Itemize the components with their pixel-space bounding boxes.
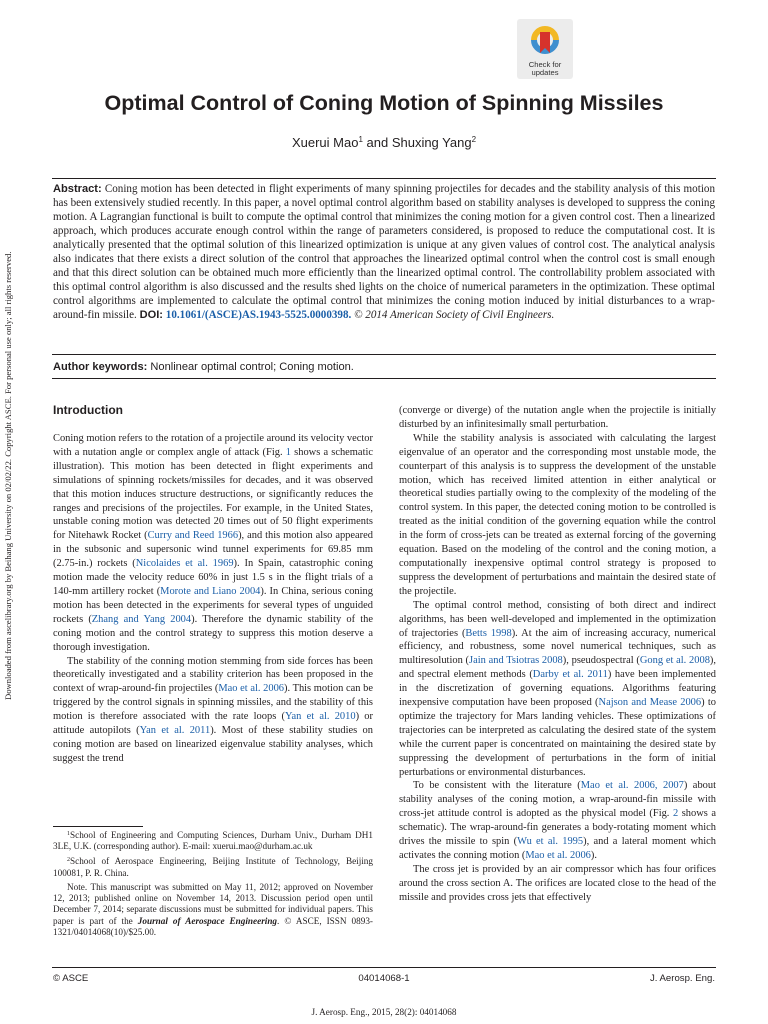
paragraph: The stability of the conning motion stemming from side forces has been theoretically investigated and a stability criterion has been proposed in the context of wrap-around-fin projectiles (Mao et al. 2006). This motion can be triggered by the control signals in spinning missiles, and the stability of this motion is therefore associated with the rate loops (Yan et al. 2010) or attitude autopilots (Yan et al. 2011). Most of these stability studies on coning motion are based on linearized eigenvalue stability analyses, which suggest the trend — [53, 655, 373, 764]
check-for-updates-badge[interactable] — [517, 19, 573, 79]
keywords-text: Nonlinear optimal control; Coning motion. — [147, 361, 354, 373]
keywords-top-rule — [52, 354, 716, 355]
citation-link[interactable]: Gong et al. 2008 — [639, 655, 710, 667]
footnote-affiliation-1: $^1$School of Engineering and Computing Sciences, Durham Univ., Durham DH1 3LE, U.K. (corresponding author). E-mail: xuerui.mao@durham.ac.uk — [53, 830, 373, 852]
citation-link[interactable]: Mao et al. 2006 — [218, 683, 285, 695]
footer-journal: J. Aerosp. Eng. — [649, 973, 715, 984]
citation-link[interactable]: Darby et al. 2011 — [532, 669, 608, 681]
badge-label: Check for updates — [528, 60, 562, 77]
abstract-copyright: © 2014 American Society of Civil Engineers. — [351, 308, 555, 321]
citation-link[interactable]: Mao et al. 2006, 2007 — [580, 780, 684, 792]
right-column — [399, 404, 716, 905]
citation-link[interactable]: Yan et al. 2011 — [139, 725, 211, 737]
citation-link[interactable]: Mao et al. 2006 — [525, 850, 591, 861]
citation-link[interactable]: Zhang and Yang 2004 — [91, 613, 192, 625]
abstract-text: Coning motion has been detected in flight experiments of many spinning projectiles for decades and the stability analysis of this motion has been extensively studied recently. In this paper, a novel optimal control algorithm based on stability analyses is developed to suppress the coning motion. A Lagrangian functional is built to compute the optimal control that minimizes the coning motion for a given control cost. Then a linearized approach, which produces accurate enough control within the range of parameters considered, is proposed to reduce the computational cost. It is analytically presented that the optimal solution of this linearized optimization is unique at any given values of control cost. The analytical analysis also indicates that there exists a direct solution of the control that approaches the linearized optimal control when the control cost is small enough and that this direct solution can be obtained much more efficiently than the linearized optimal control. The controllability problem associated with this optimal control algorithm is also discussed and the results shed lights on the choice of numerical parameters in the optimization. These optimal control algorithms are implemented to calculate the optimal control that minimizes the coning motion induced by initial disturbances to a wrap-around-fin missile. — [53, 183, 715, 321]
author-2: Shuxing Yang — [391, 135, 472, 150]
journal-name: Journal of Aerospace Engineering — [137, 915, 278, 926]
footnotes — [53, 829, 373, 941]
citation-link[interactable]: Curry and Reed 1966 — [147, 530, 239, 542]
author-list: Xuerui Mao$^1$ and Shuxing Yang$^2$ — [291, 135, 477, 150]
paragraph: While the stability analysis is associated with calculating the largest eigenvalue of an operator and the corresponding most unstable mode, the counterpart of this analysis is to suppress the development of the unstable motion, which has received limited attention in either analytical or theoretical studies partially owing to the complexity of the modeling of the control system. In this paper, the detected coning motion to be controlled is treated as the initial condition of the governing equation while the control in the form of cross-jets can be treated as external forcing of the governing equation. Based on the modeling of the control and the coning motion, a computationally inexpensive optimal control strategy is proposed to suppress the development of perturbations and maintain the desired state of the projectile. — [399, 432, 716, 597]
left-column — [53, 432, 373, 766]
abstract-top-rule — [52, 178, 716, 179]
citation-link[interactable]: Jain and Tsiotras 2008 — [469, 655, 563, 667]
author-2-affiliation-mark: 2 — [471, 135, 477, 144]
citation-line: J. Aerosp. Eng., 2015, 28(2): 04014068 — [311, 1007, 457, 1017]
author-1: Xuerui Mao — [291, 135, 359, 150]
footer-publisher: © ASCE — [53, 973, 89, 984]
paragraph: The optimal control method, consisting of both direct and indirect algorithms, has been well-developed and implemented in the optimization of trajectories (Betts 1998). At the aim of increasing accuracy, numerical efficiency, and robustness, some novel numerical techniques, such as multiresolution (Jain and Tsiotras 2008), pseudospectral (Gong et al. 2008), and spectral element methods (Darby et al. 2011) have been implemented in the discretization of governing equations. Algorithms featuring inexpensive computation have been proposed (Najson and Mease 2006) to optimize the trajectory for Mars landing vehicles. These optimizations of trajectories can be interpreted as calculating the desired state of the system while the current paper is concentrated on maintaining the desired state by suppressing the development of perturbations in the form of initial perturbations or environmental disturbances. — [399, 599, 717, 778]
paper-title: Optimal Control of Coning Motion of Spinning Missiles — [104, 91, 664, 115]
section-heading-introduction: Introduction — [53, 403, 123, 417]
citation-link[interactable]: Najson and Mease 2006 — [598, 697, 702, 709]
figure-link[interactable]: 2 — [672, 808, 679, 820]
footnote-rule — [53, 826, 143, 827]
figure-link[interactable]: 1 — [285, 446, 291, 458]
paragraph: The cross jet is provided by an air compressor which has four orifices around the cross section A. The orifices are located close to the head of the missile and provides cross jets that effectively — [399, 863, 716, 903]
paragraph: (converge or diverge) of the nutation angle when the projectile is initially disturbed by an infinitesimally small perturbation. — [399, 405, 716, 430]
crossmark-bookmark-icon — [530, 24, 560, 60]
download-notice: Downloaded from ascelibrary.org by Beihang University on 02/02/22. Copyright ASCE. For personal use only; all rights reserved. — [3, 251, 13, 700]
doi-label: DOI: — [139, 308, 163, 321]
keywords-label: Author keywords: — [53, 361, 148, 373]
author-1-affiliation-mark: 1 — [358, 135, 363, 144]
citation-link[interactable]: Nicolaides et al. 1969 — [135, 558, 234, 570]
doi-link[interactable]: 10.1061/(ASCE)AS.1943-5525.0000398 — [165, 308, 349, 321]
footer-rule — [52, 967, 716, 968]
footer-page-number: 04014068-1 — [358, 973, 410, 984]
citation-link[interactable]: Morote and Liano 2004 — [160, 585, 261, 597]
citation-link[interactable]: Yan et al. 2010 — [285, 711, 356, 723]
citation-link[interactable]: Betts 1998 — [465, 627, 512, 639]
footnote-note: Note. This manuscript was submitted on May 11, 2012; approved on November 12, 2013; published online on November 14, 2013. Discussion period open until December 7, 2014; separate discussions must be submitted for individual papers. This paper is part of the Journal of Aerospace Engineering. © ASCE, ISSN 0893-1321/04014068(10)/$25.00. — [53, 881, 373, 938]
abstract-label: Abstract: — [53, 183, 102, 195]
footnote-affiliation-2: $^2$School of Aerospace Engineering, Beijing Institute of Technology, Beijing 100081, P. R. China. — [53, 856, 373, 878]
paragraph: To be consistent with the literature (Mao et al. 2006, 2007) about stability analyses of the coning motion, a wrap-around-fin missile with cross-jet attitude control is adopted as the physical model (Fig. 2 shows a schematic). The wrap-around-fin generates a body-rotating moment which drives the missile to spin (Wu et al. 1995), and a lateral moment which activates the conning motion (Mao et al. 2006). — [399, 780, 717, 861]
abstract: Abstract: Coning motion has been detected in flight experiments of many spinning projectiles for decades and the stability analysis of this motion has been extensively studied recently. In this paper, a novel optimal control algorithm based on stability analyses is developed to suppress the coning motion. A Lagrangian functional is built to compute the optimal control that minimizes the coning motion for a given control cost. Then a linearized approach, which produces accurate enough control within the range of parameters considered, is proposed to reduce the computational cost. It is analytically presented that the optimal solution of this linearized optimization is unique at any given values of control cost. The analytical analysis also indicates that there exists a direct solution of the control that approaches the linearized optimal control when the control cost is small enough and that this direct solution can be obtained much more efficiently than the linearized optimal control. The controllability problem associated with this optimal control algorithm is also discussed and the results shed lights on the choice of numerical parameters in the optimization. These optimal control algorithms are implemented to calculate the optimal control that minimizes the coning motion induced by initial disturbances to a wrap-around-fin missile. DOI: 10.1061/(ASCE)AS.1943-5525.0000398. © 2014 American Society of Civil Engineers. — [53, 183, 715, 321]
keywords-bottom-rule — [52, 378, 716, 379]
author-keywords — [53, 360, 715, 374]
citation-link[interactable]: Wu et al. 1995 — [517, 836, 584, 848]
paragraph: Coning motion refers to the rotation of a projectile around its velocity vector with a nutation angle or complex angle of attack (Fig. 1 shows a schematic illustration). This motion has been detected in flight experiments and simulations of spinning rockets/missiles for decades, and it was observed that this motion induces structure destructions, or significantly reduces the ranges and precisions of the projectiles. For example, in the United States, unstable coning motion was detected 20 times out of 50 flight experiments for Nitehawk Rocket (Curry and Reed 1966), and this motion also appeared in the subsonic and supersonic wind tunnel experiments for 69.85 mm (2.75-in.) rockets (Nicolaides et al. 1969). In Spain, catastrophic coning motion made the velocity reduce 60% in just 1.5 s in the flight trials of a 140-mm artillery rocket (Morote and Liano 2004). In China, serious coning motion has been detected in the experiments for several types of unguided rockets (Zhang and Yang 2004). Therefore the dynamic stability of the coning motion and the control strategy to suppress this motion deserve a thorough investigation. — [53, 433, 373, 653]
